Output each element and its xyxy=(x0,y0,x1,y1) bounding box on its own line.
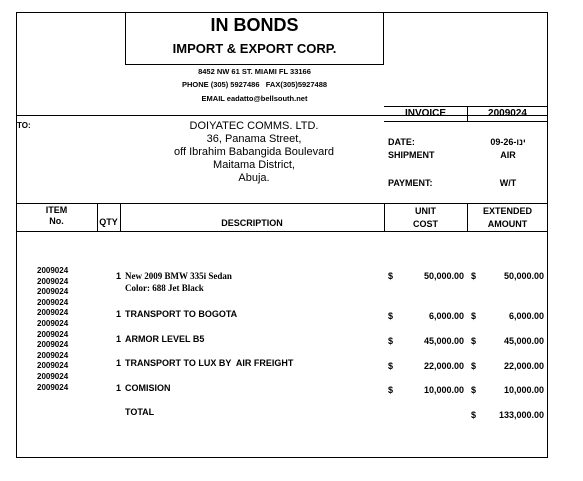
item-number: 2009024 xyxy=(37,382,69,392)
item-number: 2009024 xyxy=(37,329,69,339)
row-amount: 50,000.00 xyxy=(503,271,544,281)
date-label: DATE: xyxy=(388,137,415,147)
recipient-line: 36, Panama Street, xyxy=(206,133,302,145)
payment-label: PAYMENT: xyxy=(388,178,433,188)
company-name: IN BONDS xyxy=(210,15,299,35)
company-address: 8452 NW 61 ST. MIAMI FL 33166 xyxy=(198,67,311,76)
row-amount-currency: $ xyxy=(471,336,477,346)
header-ext-line2: AMOUNT xyxy=(487,219,528,229)
row-unit-cost: 50,000.00 xyxy=(423,271,464,281)
row-amount: 6,000.00 xyxy=(508,311,544,321)
row-unit-cost: 10,000.00 xyxy=(423,385,464,395)
shipment-label: SHIPMENT xyxy=(388,150,435,160)
invoice-number: 2009024 xyxy=(488,108,527,119)
header-description: DESCRIPTION xyxy=(221,218,283,228)
table-header-bottom xyxy=(16,231,548,232)
item-number: 2009024 xyxy=(37,350,69,360)
invoice-label: INVOICE xyxy=(404,108,447,119)
row-description-line2: Color: 688 Jet Black xyxy=(125,283,204,293)
row-unit-cost: 45,000.00 xyxy=(423,336,464,346)
recipient-line: DOIYATEC COMMS. LTD. xyxy=(189,120,319,132)
item-number: 2009024 xyxy=(37,287,69,297)
row-amount: 22,000.00 xyxy=(503,361,544,371)
row-amount-currency: $ xyxy=(471,385,477,395)
total-amount: 133,000.00 xyxy=(498,410,544,420)
total-currency: $ xyxy=(471,410,477,420)
row-unit-currency: $ xyxy=(388,385,394,395)
row-amount-currency: $ xyxy=(471,271,477,281)
total-label: TOTAL xyxy=(125,407,155,417)
row-description: New 2009 BMW 335i Sedan xyxy=(125,271,232,281)
shipment-value: AIR xyxy=(500,150,516,160)
header-item-line1: ITEM xyxy=(45,205,68,215)
item-number: 2009024 xyxy=(37,318,69,328)
recipient-line: Abuja. xyxy=(238,172,270,184)
header-item xyxy=(16,205,97,227)
row-unit-currency: $ xyxy=(388,336,394,346)
header-extended-amount xyxy=(467,205,548,231)
row-qty: 1 xyxy=(116,309,122,319)
row-description: COMISION xyxy=(125,383,171,393)
item-number: 2009024 xyxy=(37,297,69,307)
row-amount-currency: $ xyxy=(471,361,477,371)
payment-value: W/T xyxy=(499,178,517,188)
row-amount-currency: $ xyxy=(471,311,477,321)
item-number: 2009024 xyxy=(37,276,69,286)
company-email: EMAIL eadatto@bellsouth.net xyxy=(201,94,308,103)
row-description: ARMOR LEVEL B5 xyxy=(125,334,205,344)
company-phone-fax: PHONE (305) 5927486 FAX(305)5927488 xyxy=(181,80,328,89)
item-number: 2009024 xyxy=(37,308,69,318)
header-ext-line1: EXTENDED xyxy=(482,206,532,216)
row-unit-cost: 6,000.00 xyxy=(428,311,464,321)
row-description: TRANSPORT TO BOGOTA xyxy=(125,309,238,319)
row-unit-currency: $ xyxy=(388,271,394,281)
row-unit-currency: $ xyxy=(388,311,394,321)
item-number: 2009024 xyxy=(37,361,69,371)
recipient-line: off Ibrahim Babangida Boulevard xyxy=(173,146,334,158)
row-unit-currency: $ xyxy=(388,361,394,371)
row-qty: 1 xyxy=(116,271,122,281)
table-header-top xyxy=(16,203,548,204)
item-number: 2009024 xyxy=(37,340,69,350)
item-number-column xyxy=(37,266,68,393)
header-qty: QTY xyxy=(99,217,118,227)
row-qty: 1 xyxy=(116,383,122,393)
header-unit-line2: COST xyxy=(412,219,438,229)
row-qty: 1 xyxy=(116,334,122,344)
item-number: 2009024 xyxy=(37,266,69,275)
row-unit-cost: 22,000.00 xyxy=(423,361,464,371)
item-number: 2009024 xyxy=(37,371,69,381)
invoice-frame xyxy=(16,12,548,458)
header-unit-cost xyxy=(384,205,467,231)
header-item-line2: No. xyxy=(49,216,64,226)
header-unit-line1: UNIT xyxy=(415,206,436,216)
recipient-block xyxy=(150,120,358,185)
recipient-line: Maitama District, xyxy=(213,159,295,171)
row-description: TRANSPORT TO LUX BY AIR FREIGHT xyxy=(125,358,294,368)
company-subtitle: IMPORT & EXPORT CORP. xyxy=(172,41,337,56)
row-qty: 1 xyxy=(116,358,122,368)
date-value: 09-ינו-26 xyxy=(490,137,526,147)
to-label: TO: xyxy=(17,121,31,130)
row-amount: 10,000.00 xyxy=(503,385,544,395)
row-amount: 45,000.00 xyxy=(503,336,544,346)
